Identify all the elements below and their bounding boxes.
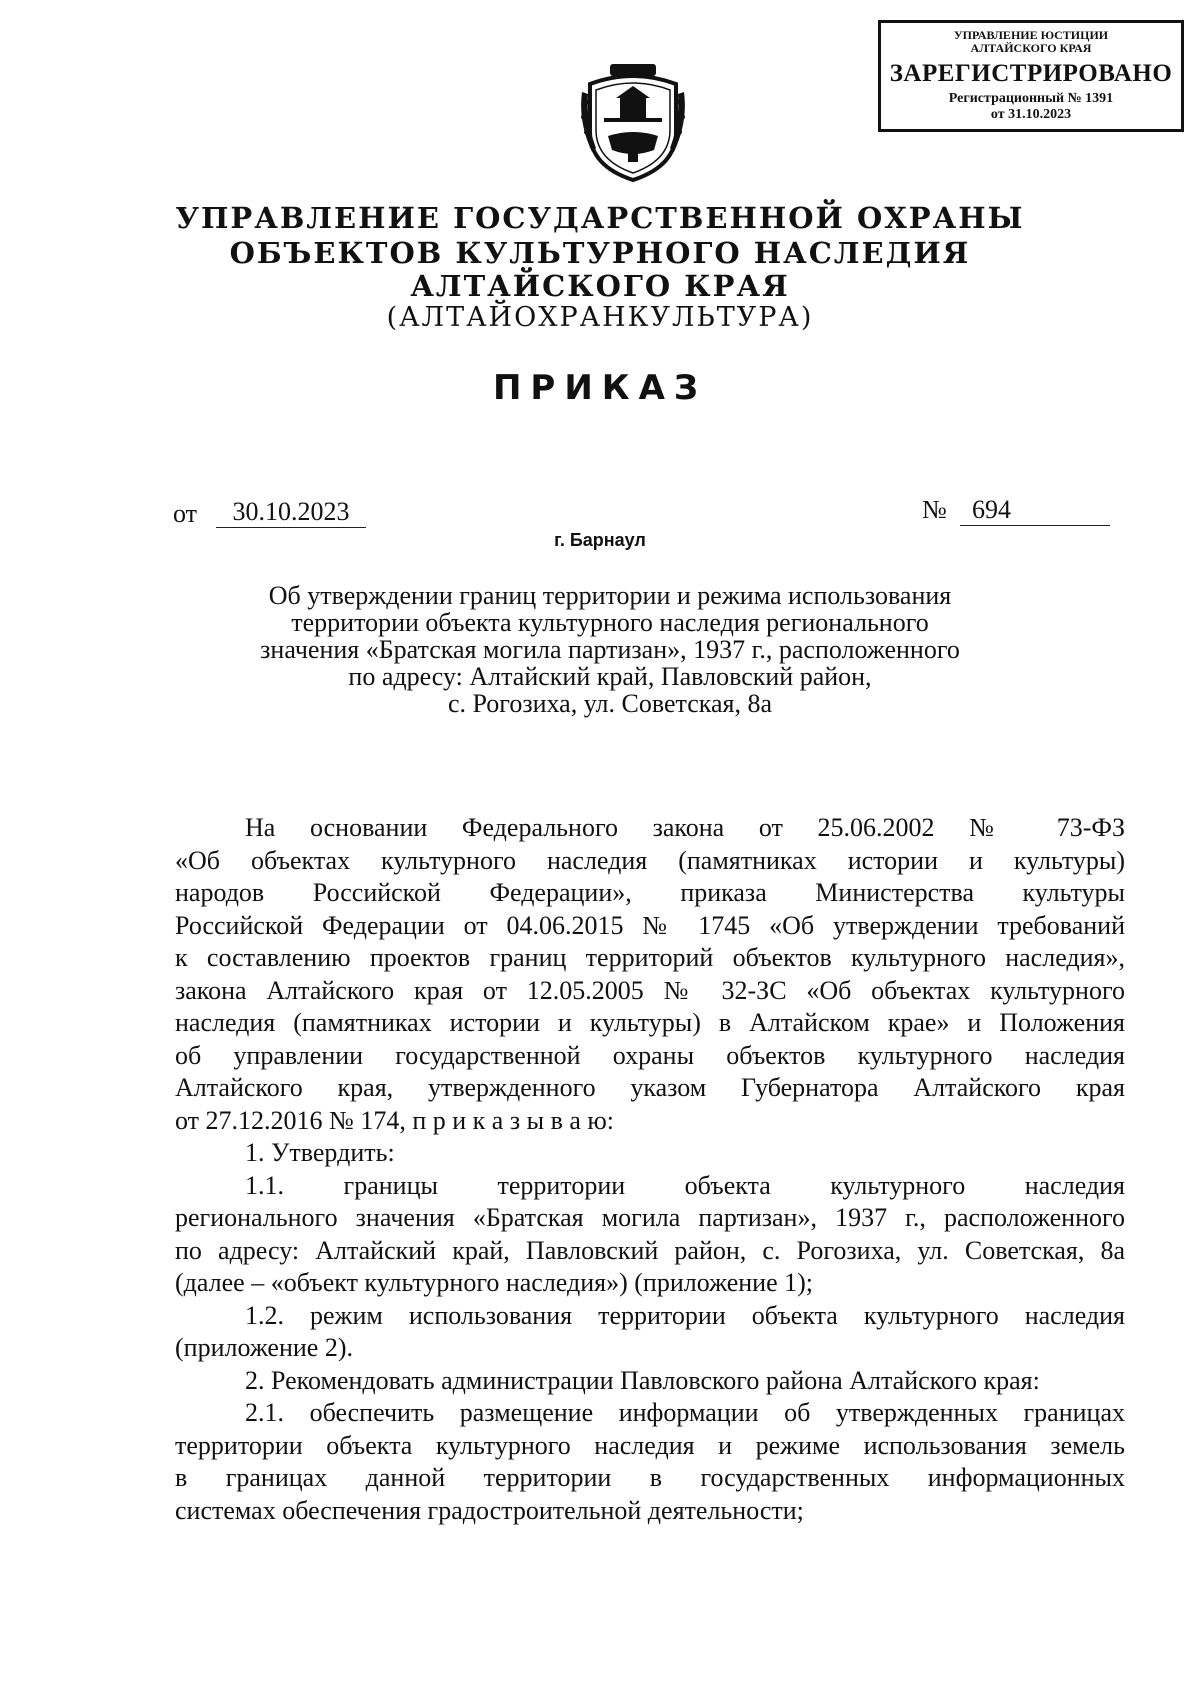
authority-name-line2: ОБЪЕКТОВ КУЛЬТУРНОГО НАСЛЕДИЯ bbox=[229, 236, 971, 270]
body-line: системах обеспечения градостроительной деятельности; bbox=[175, 1495, 804, 1525]
body-line: 1.2. режим использования территории объекта культурного наследия bbox=[245, 1300, 1125, 1330]
body-line: (приложение 2). bbox=[175, 1333, 354, 1362]
body-line: «Об объектах культурного наследия (памятниках истории и культуры) bbox=[175, 845, 1125, 875]
body-line: регионального значения «Братская могила партизан», 1937 г., расположенного bbox=[175, 1203, 1125, 1232]
body-line: На основании Федерального закона от 25.06.2002 № 73-ФЗ bbox=[245, 813, 1125, 842]
body-line: по адресу: Алтайский край, Павловский район, с. Рогозиха, ул. Советская, 8а bbox=[175, 1235, 1125, 1265]
subject-line: Об утверждении границ территории и режима использования bbox=[268, 581, 952, 610]
authority-name-line1: УПРАВЛЕНИЕ ГОСУДАРСТВЕННОЙ ОХРАНЫ bbox=[175, 201, 1025, 235]
body-line: народов Российской Федерации», приказа Министерства культуры bbox=[175, 878, 1125, 907]
order-body bbox=[175, 812, 1125, 1527]
subject-line: по адресу: Алтайский край, Павловский район, bbox=[348, 662, 872, 691]
body-line: территории объекта культурного наследия и режиме использования земель bbox=[175, 1430, 1125, 1460]
body-line: наследия (памятниках истории и культуры) в Алтайском крае» и Положения bbox=[175, 1008, 1125, 1037]
body-line: в границах данной территории в государственных информационных bbox=[175, 1463, 1125, 1492]
subject-line: значения «Братская могила партизан», 1937 г., расположенного bbox=[260, 635, 960, 664]
body-line: Российской Федерации от 04.06.2015 № 1745 «Об утверждении требований bbox=[175, 910, 1125, 940]
subject-line: территории объекта культурного наследия регионального bbox=[291, 608, 929, 637]
authority-short-name: (АЛТАЙОХРАНКУЛЬТУРА) bbox=[386, 302, 814, 333]
order-date: 30.10.2023 bbox=[216, 497, 366, 528]
body-line: 1. Утвердить: bbox=[245, 1138, 395, 1167]
body-line: к составлению проектов границ территорий объектов культурного наследия», bbox=[175, 943, 1125, 972]
body-line: от 27.12.2016 № 174, п р и к а з ы в а ю: bbox=[175, 1105, 615, 1135]
body-line: об управлении государственной охраны объектов культурного наследия bbox=[175, 1040, 1125, 1070]
body-line: 2.1. обеспечить размещение информации об утвержденных границах bbox=[245, 1398, 1125, 1427]
document-title: ПРИКАЗ bbox=[492, 368, 708, 408]
stamp-reg-number: Регистрационный № 1391 bbox=[948, 91, 1114, 106]
stamp-authority-line2: АЛТАЙСКОГО КРАЯ bbox=[970, 41, 1092, 55]
number-prefix: № bbox=[922, 495, 947, 524]
body-line: 2. Рекомендовать администрации Павловского района Алтайского края: bbox=[245, 1365, 1040, 1395]
body-line: закона Алтайского края от 12.05.2005 № 32-ЗС «Об объектах культурного bbox=[175, 975, 1125, 1005]
registration-stamp bbox=[878, 20, 1184, 132]
stamp-authority-line1: УПРАВЛЕНИЕ ЮСТИЦИИ bbox=[953, 28, 1109, 42]
body-line: Алтайского края, утвержденного указом Губернатора Алтайского края bbox=[175, 1073, 1125, 1102]
body-line: (далее – «объект культурного наследия») (приложение 1); bbox=[175, 1268, 813, 1297]
stamp-reg-date: от 31.10.2023 bbox=[990, 107, 1072, 122]
coat-of-arms-icon bbox=[580, 62, 686, 184]
subject-line: с. Рогозиха, ул. Советская, 8а bbox=[447, 689, 773, 718]
order-city: г. Барнаул bbox=[554, 530, 646, 550]
order-number: 694 bbox=[960, 495, 1110, 526]
body-line: 1.1. границы территории объекта культурного наследия bbox=[245, 1170, 1125, 1200]
order-subject bbox=[200, 582, 1020, 717]
date-prefix: от bbox=[173, 499, 198, 528]
stamp-status: ЗАРЕГИСТРИРОВАНО bbox=[889, 60, 1173, 87]
authority-name-line3: АЛТАЙСКОГО КРАЯ bbox=[410, 269, 790, 303]
